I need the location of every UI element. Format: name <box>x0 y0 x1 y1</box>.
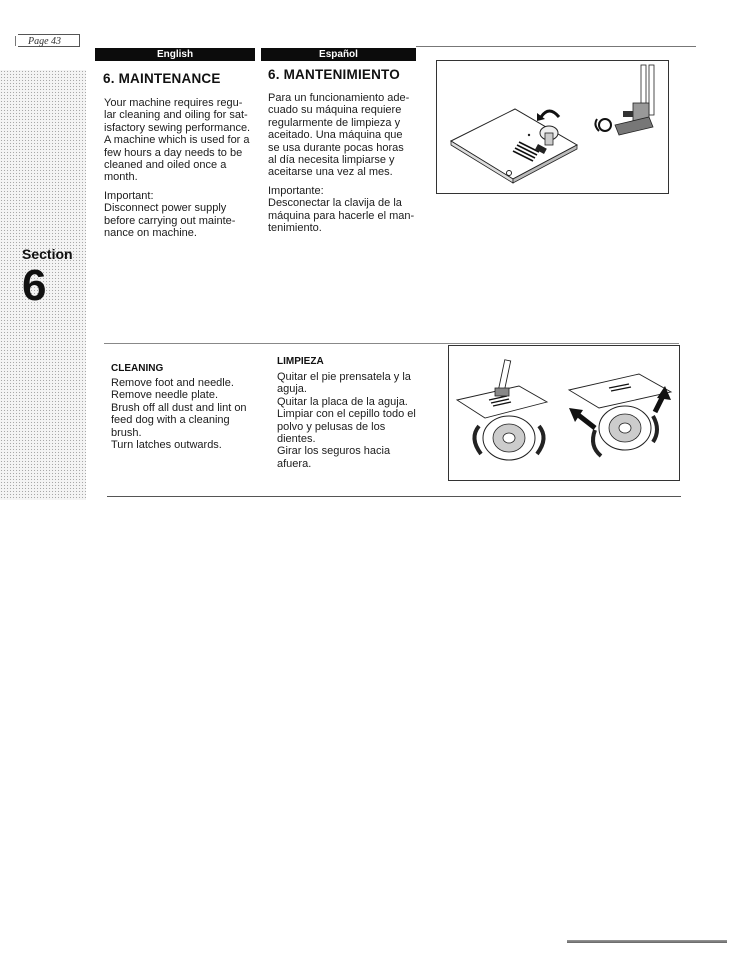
section-divider <box>104 343 679 344</box>
text-line: few hours a day needs to be <box>104 146 243 159</box>
text-line: cuado su máquina requiere <box>268 104 402 117</box>
header-rule <box>416 46 696 47</box>
maintenance-body-en <box>104 97 254 239</box>
text-line: month. <box>104 171 138 184</box>
maintenance-title-es: 6. MANTENIMIENTO <box>268 67 400 82</box>
text-line: brush. <box>111 426 142 439</box>
text-line: máquina para hacerle el man- <box>268 209 415 222</box>
maintenance-body-es <box>268 92 418 234</box>
page-number-tick <box>15 36 16 46</box>
text-line: Disconnect power supply <box>104 202 227 215</box>
text-line: Desconectar la clavija de la <box>268 197 402 210</box>
text-line: Remove needle plate. <box>111 389 219 402</box>
cleaning-body-es <box>277 371 427 470</box>
text-line: lar cleaning and oiling for sat- <box>104 109 248 122</box>
important-label-es: Importante: <box>268 184 324 197</box>
text-line: afuera. <box>277 457 312 470</box>
text-line: regularmente de limpieza y <box>268 116 401 129</box>
text-line: tenimiento. <box>268 222 322 235</box>
text-line: before carrying out mainte- <box>104 214 236 227</box>
text-line: aceitado. Una máquina que <box>268 129 403 142</box>
section-number: 6 <box>22 261 47 310</box>
text-line: Your machine requires regu- <box>104 97 243 109</box>
text-line: A machine which is used for a <box>104 134 250 147</box>
language-bar-spanish: Español <box>261 48 416 61</box>
text-line: polvo y pelusas de los <box>277 420 386 433</box>
feed-dog-cleaning-illustration-icon <box>449 346 681 482</box>
text-line: Turn latches outwards. <box>111 439 222 452</box>
important-label-en: Important: <box>104 189 154 202</box>
text-line: feed dog with a cleaning <box>111 414 230 427</box>
text-line: nance on machine. <box>104 227 197 240</box>
text-line: dientes. <box>277 433 316 446</box>
maintenance-title-en: 6. MAINTENANCE <box>103 71 221 86</box>
text-line: cleaned and oiled once a <box>104 159 227 172</box>
footer-rule <box>567 940 727 943</box>
text-line: Para un funcionamiento ade- <box>268 92 410 104</box>
text-line: isfactory sewing performance. <box>104 121 251 134</box>
text-line: Quitar la placa de la aguja. <box>277 395 408 408</box>
text-line: aceitarse una vez al mes. <box>268 166 393 179</box>
cleaning-body-en <box>111 377 261 451</box>
text-line: aguja. <box>277 383 307 396</box>
figure-needle-plate <box>436 60 669 194</box>
text-line: al día necesita limpiarse y <box>268 154 395 167</box>
needle-plate-removal-illustration-icon <box>437 61 670 195</box>
text-line: Remove foot and needle. <box>111 377 234 389</box>
text-line: Limpiar con el cepillo todo el <box>277 408 416 421</box>
text-line: Quitar el pie prensatela y la <box>277 371 411 383</box>
cleaning-title-es: LIMPIEZA <box>277 356 324 367</box>
section-label: Section <box>22 246 73 262</box>
page-number: Page 43 <box>18 34 80 47</box>
cleaning-title-en: CLEANING <box>111 363 164 374</box>
language-bar-english: English <box>95 48 255 61</box>
figure-feed-dog-cleaning <box>448 345 680 481</box>
text-line: se usa durante pocas horas <box>268 141 404 154</box>
text-line: Girar los seguros hacia <box>277 445 391 458</box>
text-line: Brush off all dust and lint on <box>111 401 247 414</box>
bottom-divider <box>107 496 681 497</box>
